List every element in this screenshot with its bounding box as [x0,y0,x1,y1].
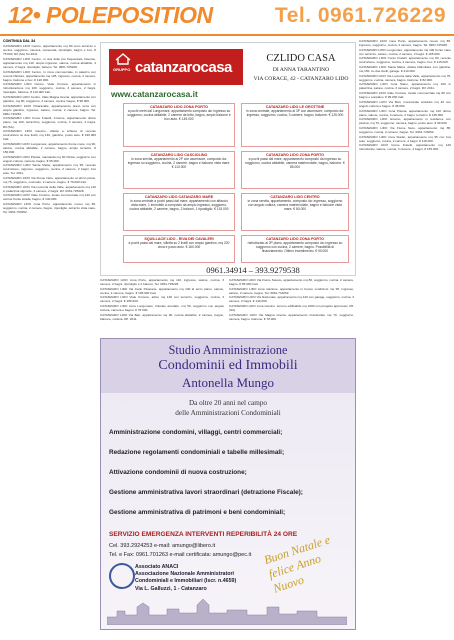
agency-name: CZLIDO CASA [266,53,336,64]
listing-entry: CATANZARO LIDO zona Porto, appartamento mq 110, ingresso, salone, cucina, 3 camere, 2 bagni, ripostiglio e 2 balconi. Tel. 0961.725228. [100,278,224,287]
listing-box: CATANZARO LIDO ZONA PORTO a pochi passi dal mare, appartamento composto da ingresso su soggiorno, cucina abitabile, camera matrimoniale, bagno, balcone. € 85.000 [241,151,349,189]
association-line-3: Condominiali e Immobiliari (Iscr. n.4659) [135,578,237,584]
listing-entry: CATANZARO LIDO zona Siano, appartamento mq 100 in palazzina, salone, cucina, 3 camere, 2 bagni. Rif. 2011. [359,82,451,91]
listing-box: SQUILLACE LIDO - RIVA DEI CAVALERI a pochi passi dal mare, villetta su 2 livelli con ampio giardino, mq 200 circa e posto auto. € 160.000 [123,235,235,263]
listing-entry: CATANZARO LIDO Via Lucrezia della Valle, appartamento mq 75, soggiorno, cucina, camera, bagno, balcone. € 82.000. [359,73,451,82]
listing-box: CATANZARO LIDO CATANZARO MARE in zona centrale a pochi passi dal mare, appartamento con affaccio vista mare, 1 immobile a composto da ampio ingresso, soggiorno, cucina abitabile, 2 camere, bagno, 2 balconi, 1 ripostiglio. € 115.000 [123,193,235,231]
studio-experience-1: Da oltre 20 anni nel campo [188,399,268,407]
listing-entry: CATANZARO LIDO Centro, Viale Magna Grecia, appartamento con giardino, mq 80, soggiorno, 2 camere, cucina, bagno. € 98.000. [3,94,96,104]
listing-entry: CATANZARO LIDO Centro, in una delle più frequentate traverse, appartamento mq 110, ampio ingresso, salone, cucina abitabile, 3 camere, 2 bagni, ripostiglio, balconi. Tel. 0961.725228. [3,56,96,69]
listing-entry: CATANZARO LIDO zona Giovino, terreno edificabile mq 1000 con progetto approvato. Rif.(SA). [229,304,354,313]
listing-entry: CATANZARO LIDO zona Porto, appartamento nuovo mq 85, soggiorno, cucina, 2 camere, bagno, ripostiglio, terrazzo vista mare. Tel. 0961.793252. [3,202,96,215]
listing-box: CATANZARO LIDO LE GROTTINE in zona centrale, appartamento al 3P con ascensore, composto da: ingresso, soggiorno, cucina, 3 camere, bagno, balcone. € 125.000 [241,103,349,147]
header-phone: Tel. 0961.726229 [274,4,446,27]
website-link[interactable]: www.catanzarocasa.it [111,89,198,99]
studio-address: Via L. Galluzzi, 1 - Catanzaro [135,586,207,592]
listings-column-mid-right [229,278,354,336]
listing-entry: CATANZARO LIDO Lungomare, appartamento mq 100 fronte mare con terrazzo, salone, cucina, 2 camere, 2 bagni. € 165.000. [359,47,451,56]
header-divider [0,34,454,36]
page-header [0,0,454,36]
studio-header [101,339,355,393]
listing-entry: CATANZARO LIDO Giovino, appartamento in residence con piscina, mq 70, soggiorno, camera, bagno, posto auto. € 99.000. [359,117,451,126]
listing-entry: CATANZARO LIDO Via Bari, monolocale arredato mq 40 con angolo cottura e bagno. € 48.000. [359,99,451,108]
listing-entry: CATANZARO LIDO zona Pistoia, appartamento mq 110 ultimo piano, salone, cucina, 3 camere, 2 bagni, terrazzo. € 135.000. [359,108,451,117]
contact-line-1: Cel. 393.2924253 e-mail: amungo@libero.it [109,543,216,549]
agency-phones: 0961.34914 – 393.9279538 [206,265,300,275]
listing-entry: CATANZARO LIDO Lungomare, appartamento fronte mare, mq 90, salone, cucina abitabile, 2 camere, bagno, ampio terrazzo. € 150.000. [3,141,96,154]
listing-box: CATANZARO LIDO ZONA PORTO a pochi metri dal Lungomare, appartamento composto da: ingresso su soggiorno, cucina abitabile, 2 camere da letto, bagno, ampio balcone e box auto. € 145.000 [123,103,235,147]
service-item: Gestione amministrativa di patrimoni e beni condominiali; [109,509,286,516]
listing-entry: CATANZARO LIDO Giovino, villetta a schiera di recente costruzione su due livelli, mq 140, giardino, posto auto. € 190.000 tratt. [3,129,96,142]
listing-entry: CATANZARO LIDO Viale Crotone, locale commerciale mq 120 con vetrine fronte strada, bagno. € 130.000. [3,193,96,202]
listing-entry: CATANZARO LIDO Chiaravalle, appartamento piano terra con ampio giardino, ingresso, salone, cucina, 2 camere, bagno. Tel. 0961.743252. [3,103,96,116]
listing-entry: CATANZARO LIDO Centro, Viale Crotone, appartamento in ristrutturazione mq 100, soggiorno, cucina, 3 camere, 2 bagni, ripostiglio, balcone. € 110.000 tratt. [3,82,96,95]
contact-line-2: Tel. e Fax: 0961.701263 e-mail certificata: amungo@pec.it [109,552,252,558]
service-item: Attivazione condominii di nuova costruzione; [109,469,247,476]
anaci-logo [109,563,135,589]
listing-entry: CATANZARO LIDO Via Lucrezia della Valle, appartamento mq 110 in palazzina signorile, 3 camere, 2 bagni. Rif. 0961.725228. [3,184,96,193]
listing-box: CATANZARO LIDO CENTRO in zona servita, appartamento, composto da: ingresso, soggiorno con angolo cottura, camera matrimoniale, bagno e balcone vista mare. € 80.000 [241,193,349,231]
listing-entry: CATANZARO LIDO Via Fiume Neto, appartamento mq 85, soggiorno, cucina, 2 camere, bagno. Tel. 0961.743252. [359,125,451,134]
listing-entry: CATANZARO LIDO Via Carlo Pisacane, appartamento mq 100 al terzo piano, salone, cucina, 2 camere, bagno. € 105.000 tratt. [100,286,224,295]
town-illustration [107,595,347,625]
listing-entry: CATANZARO LIDO Via Fiume Savuto, appartamento mq 80, soggiorno, cucina, 2 camere, bagno. € 85.000 tratt. [229,278,354,287]
listing-entry: CATANZARO LIDO Via Bari, appartamento mq 90, cucina abitabile, 2 camere, bagno, balcone, cantina. Rif. 2011. [100,312,224,321]
agency-owner: DI ANNA TARANTINO [272,67,330,73]
house-icon [115,53,131,65]
studio-experience-2: delle Amministrazioni Condominiali [175,409,281,417]
column-continuation-title: CONTINUA DAL 34 [3,39,36,43]
agency-address: VIA CORACE, 42 - CATANZARO LIDO [253,76,349,82]
association-line-2: Associazione Nazionale Amministratori [135,571,234,577]
listing-entry: CATANZARO LIDO Via Magna Grecia, appartamento ristrutturato mq 70, soggiorno, camera, bagno, balcone. € 78.000. [229,312,354,321]
listing-entry: CATANZARO LIDO Centro, in zona commerciale, in palazzo con recenti rifiniture, appartamento mq 105, ingresso, cucina, 2 camere, bagno, balcone e box. € 120.000. [3,69,96,82]
listing-entry: CATANZARO LIDO zona Stadio, appartamento mq 95 con box auto, soggiorno, cucina, 2 camere, 2 bagni. € 118.000. [359,134,451,143]
listing-entry: CATANZARO LIDO Centro, appartamento mq 80 cono terrazzo e cucina, soggiorno, camera, cameretta, ripostiglio, bagno e box, € 75.000. Rif.(SA) Tel.2011. [3,44,96,57]
emergency-service: SERVIZIO EMERGENZA INTERVENTI REPERIBILITÀ 24 ORE [109,531,298,538]
listing-entry: CATANZARO LIDO zona stazione, appartamento in buone condizioni mq 95, ingresso, salone, 2 camere, bagno. Tel. 0961.743252. [229,286,354,295]
listing-entry: CATANZARO LIDO Santa Maria, appartamento mq 95, recente costruzione, ingresso, soggiorno, cucina, 2 camere, 2 bagni, box auto. Tel. 2011. [3,163,96,176]
studio-amministrazione-ad [100,338,356,630]
listing-entry: CATANZARO LIDO Pistoia, mansarda mq 60 rifinita, soggiorno con angolo cottura, camera, bagno. € 65.000. [3,154,96,163]
studio-title-1: Studio Amministrazione [168,343,288,357]
listings-column-right [359,39,451,631]
greeting-text: Buon Natale e felice Anno Nuovo [262,532,332,596]
listings-column-left [3,39,96,631]
listing-entry: CATANZARO LIDO Santa Maria, villetta bifamiliare con giardino, mq 150, su due livelli, garage. € 210.000. [359,65,451,74]
listing-entry: CATANZARO LIDO Via Fiume Neto, appartamento al primo piano, mq 75, soggiorno, cucinotto, 2 camere, bagno. € 79.000 tratt. [3,176,96,185]
association-line-1: Associato ANACI [135,564,179,570]
service-item: Gestione amministrativa lavori straordinari (detrazione Fiscale); [109,489,303,496]
studio-title-3: Antonella Mungo [181,375,275,390]
listing-entry: CATANZARO LIDO Viale Crotone, attico mq 130 con terrazzo, soggiorno, cucina, 3 camere, 2 bagni. € 180.000. [100,295,224,304]
page-section-title: 12• POLEPOSITION [8,2,213,28]
service-item: Redazione regolamenti condominiali e tabelle millesimali; [109,449,285,456]
listing-box: CATANZARO LIDO CASCIOLINO in zona servita, appartamento al 2P con ascensore, composto da: ingresso su soggiorno, cucina, 2 camere, bagno e balcone vista mare. € 110.000 [123,151,235,189]
listing-entry: CATANZARO LIDO Corso Fratelli, appartamento mq 120 ristrutturato, salone, cucina, 3 camere, 2 bagni. € 155.000. [359,143,451,152]
listing-box: CATANZARO LIDO ZONA PORTO ristrutturato al 2P piano, appartamento composto da: ingresso su soggiorno con cucina, 2 camere, bagno. Possibilità di finanziamento. Ottimo investimento. € 90.000 [241,235,349,263]
listing-entry: CATANZARO LIDO zona Porto, appartamento nuovo mq 85, ingresso, soggiorno, cucina, 2 camere, bagno. Tel. 0961.725228. [359,39,451,48]
catanzarocasa-logo: GRUPPO catanzarocasa [109,49,243,85]
listings-column-mid-left [100,278,224,336]
listing-entry: CATANZARO LIDO Viale Crotone, locale commerciale mq 80 con bagno e soppalco. € 95.000 tratt. [359,91,451,100]
listing-entry: CATANZARO LIDO Corso Fratelli, Crotone, appartamento ultimo piano, mq 100, terrazzino, soggiorno, cucina, 3 camere, 2 bagni. Rif.(SA). [3,116,96,129]
listing-entry: CATANZARO LIDO Via Nazionale, appartamento mq 120 con garage, soggiorno, cucina, 3 camere, 2 bagni. € 140.000. [229,295,354,304]
studio-title-2: Condominii ed Immobili [158,358,298,373]
service-item: Amministrazione condomini, villaggi, centri commerciali; [109,429,283,436]
catanzarocasa-ad [100,42,356,276]
listing-entry: CATANZARO LIDO zona Lungomare, bilocale arredato, mq 50, soggiorno con angolo cottura, camera e bagno. € 70.000. [100,304,224,313]
listing-entry: CATANZARO LIDO Corso Fratelli, appartamento mq 90, recente costruzione, soggiorno, cucina, 2 camere, bagno, box. € 115.000. [359,56,451,65]
